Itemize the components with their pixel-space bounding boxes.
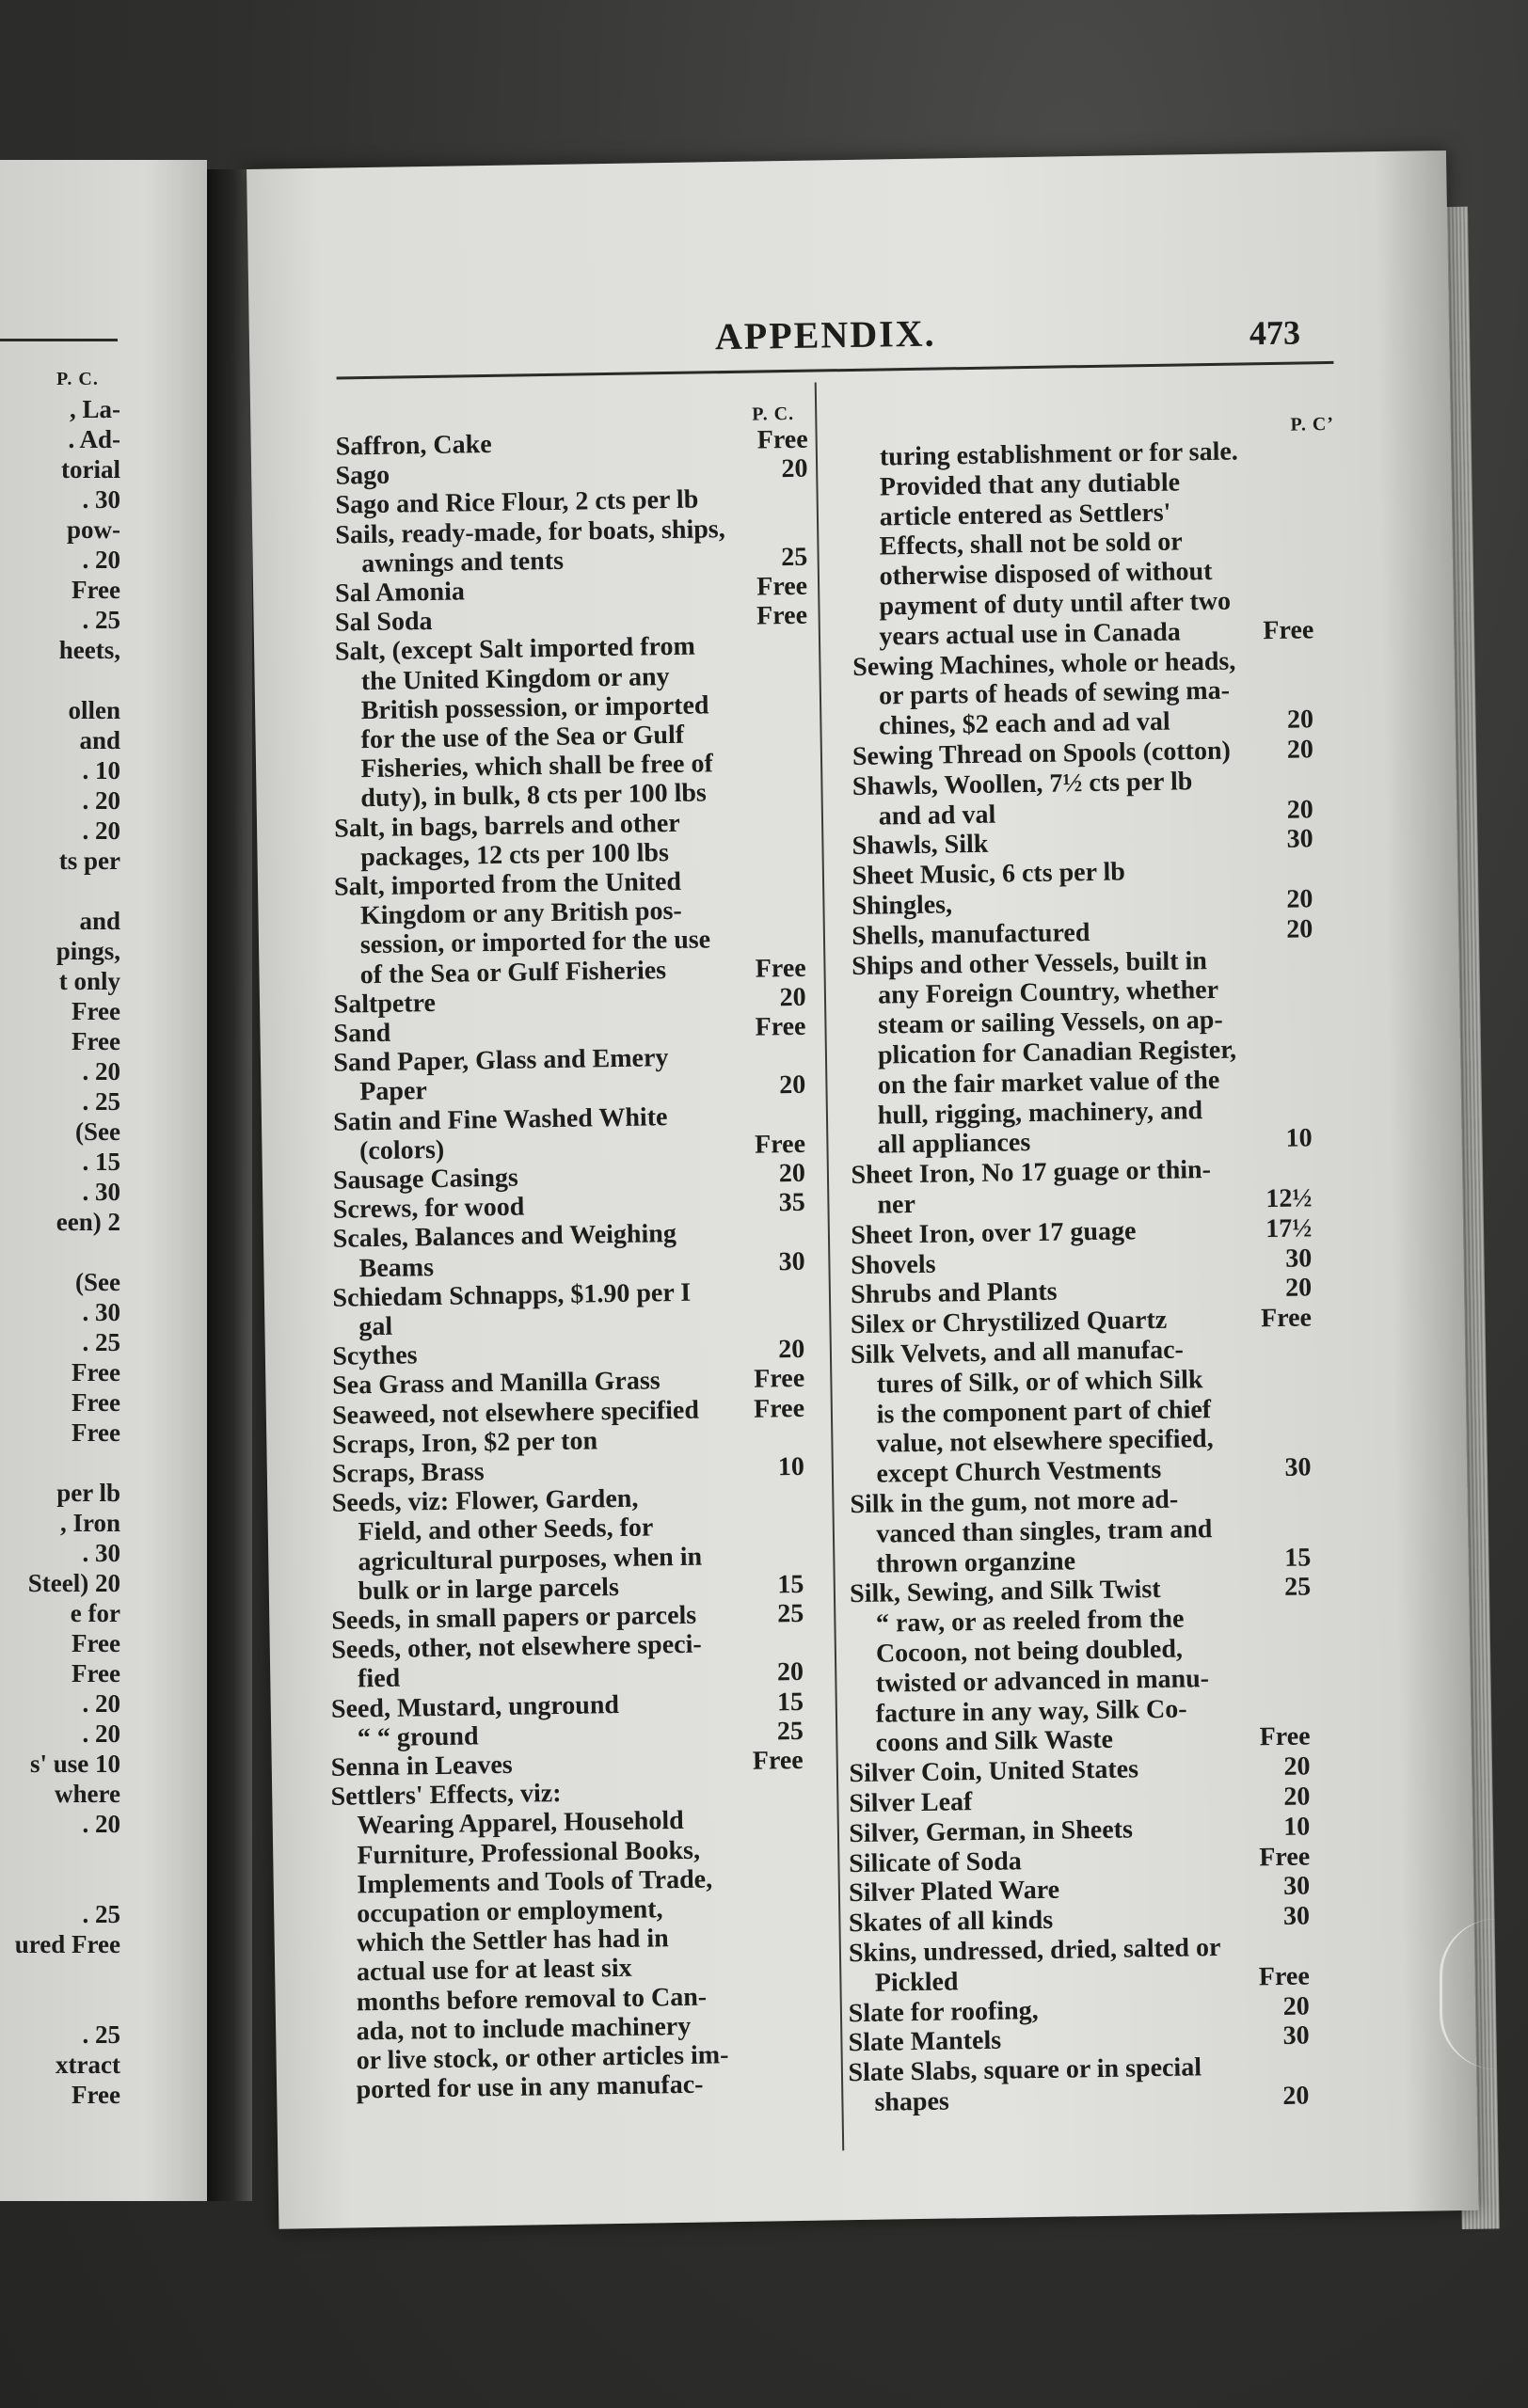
tariff-entry: of the Sea or Gulf Fisheries bbox=[359, 955, 667, 990]
tariff-entry: months before removal to Can- bbox=[356, 1982, 708, 2018]
tariff-rate: 20 bbox=[1283, 1782, 1311, 1812]
tariff-entry: Sheet Iron, over 17 guage bbox=[851, 1216, 1137, 1250]
tariff-rate: Free bbox=[755, 1011, 806, 1042]
tariff-entry: and ad val bbox=[878, 800, 996, 832]
tariff-entry: Sewing Machines, whole or heads, bbox=[852, 646, 1236, 682]
tariff-entry: Salt, (except Salt imported from bbox=[334, 631, 696, 667]
tariff-entry: article entered as Settlers' bbox=[879, 498, 1171, 532]
left-fragment-line: . 20 bbox=[82, 1719, 120, 1748]
tariff-rate: 20 bbox=[1283, 1751, 1311, 1782]
column-divider bbox=[815, 383, 845, 2151]
tariff-entry: (colors) bbox=[358, 1134, 445, 1166]
tariff-rate: 15 bbox=[777, 1569, 804, 1600]
tariff-entry: Sal Soda bbox=[334, 607, 433, 638]
tariff-entry: packages, 12 cts per 100 lbs bbox=[359, 837, 670, 872]
left-fragment-line: xtract bbox=[56, 2051, 120, 2079]
tariff-entry: payment of duty until after two bbox=[879, 586, 1232, 622]
tariff-entry: coons and Silk Waste bbox=[875, 1725, 1114, 1759]
tariff-entry: Seeds, other, not elsewhere speci- bbox=[330, 1629, 702, 1665]
book-spine bbox=[207, 169, 252, 2201]
tariff-entry: Beams bbox=[358, 1252, 435, 1283]
tariff-rate: 10 bbox=[777, 1451, 805, 1482]
tariff-rate: Free bbox=[1259, 1842, 1311, 1872]
page-header-title: APPENDIX. bbox=[714, 311, 936, 358]
left-column-head: P. C. bbox=[752, 403, 795, 425]
tariff-rate: 30 bbox=[1286, 824, 1313, 855]
header-rule bbox=[337, 361, 1334, 380]
tariff-rate: 30 bbox=[1282, 1871, 1311, 1902]
tariff-rate: Free bbox=[1263, 615, 1314, 645]
tariff-entry: actual use for at least six bbox=[356, 1954, 632, 1988]
left-fragment-line: torial bbox=[61, 455, 120, 483]
tariff-entry: fied bbox=[357, 1664, 401, 1694]
tariff-entry: which the Settler has had in bbox=[356, 1924, 669, 1958]
left-page-column-head: P. C. bbox=[56, 369, 99, 389]
tariff-entry: Slate for roofing, bbox=[848, 1995, 1039, 2028]
tariff-entry: facture in any way, Silk Co- bbox=[875, 1694, 1187, 1729]
left-fragment-line: . 30 bbox=[82, 1539, 120, 1567]
tariff-entry: hull, rigging, machinery, and bbox=[877, 1095, 1203, 1131]
tariff-entry: Pickled bbox=[874, 1967, 959, 1998]
tariff-rate: 20 bbox=[1286, 794, 1313, 825]
tariff-entry: Seeds, viz: Flower, Garden, bbox=[331, 1483, 639, 1518]
tariff-entry: bulk or in large parcels bbox=[358, 1572, 620, 1607]
left-fragment-line: pings, bbox=[56, 937, 120, 965]
tariff-entry: Ships and other Vessels, built in bbox=[852, 945, 1208, 981]
tariff-rate: 20 bbox=[1286, 705, 1314, 735]
tariff-entry: twisted or advanced in manu- bbox=[875, 1663, 1210, 1699]
tariff-entry: Sails, ready-made, for boats, ships, bbox=[335, 514, 725, 550]
tariff-entry: occupation or employment, bbox=[356, 1894, 663, 1929]
tariff-entry: Seed, Mustard, unground bbox=[330, 1689, 620, 1724]
left-fragment-line: ts per bbox=[58, 847, 120, 875]
tariff-entry: Silver, German, in Sheets bbox=[849, 1814, 1134, 1848]
tariff-entry: ner bbox=[877, 1189, 916, 1220]
tariff-entry: Sand Paper, Glass and Emery bbox=[333, 1043, 669, 1078]
tariff-entry: Silver Plated Ware bbox=[848, 1876, 1060, 1909]
tariff-rate: Free bbox=[756, 571, 808, 602]
left-fragment-line: Free bbox=[72, 2081, 120, 2109]
tariff-entry: agricultural purposes, when in bbox=[358, 1542, 703, 1576]
tariff-entry: Fisheries, which shall be free of bbox=[360, 749, 714, 784]
left-fragment-line: Free bbox=[72, 1418, 120, 1447]
tariff-entry: Skins, undressed, dried, salted or bbox=[848, 1932, 1221, 1969]
left-fragment-line: and bbox=[79, 726, 120, 754]
left-fragment-line: Free bbox=[72, 1629, 120, 1657]
tariff-entry: Provided that any dutiable bbox=[879, 467, 1181, 502]
tariff-entry: for the use of the Sea or Gulf bbox=[360, 720, 685, 755]
tariff-entry: Shawls, Woollen, 7½ cts per lb bbox=[852, 767, 1193, 801]
tariff-entry: Sal Amonia bbox=[334, 577, 466, 609]
tariff-entry: any Foreign Country, whether bbox=[877, 975, 1219, 1010]
tariff-entry: Silex or Chrystilized Quartz bbox=[850, 1305, 1168, 1340]
tariff-rate: 25 bbox=[776, 1716, 804, 1747]
tariff-rate: 20 bbox=[1286, 735, 1314, 765]
left-fragment-line: where bbox=[55, 1780, 120, 1808]
tariff-rate: 30 bbox=[778, 1246, 805, 1276]
tariff-rate: 20 bbox=[1282, 1991, 1310, 2021]
tariff-entry: Effects, shall not be sold or bbox=[879, 527, 1183, 562]
left-page-rule bbox=[0, 339, 118, 341]
tariff-rate: 20 bbox=[1286, 914, 1313, 944]
tariff-entry: Settlers' Effects, viz: bbox=[330, 1779, 562, 1813]
tariff-entry: Salt, in bags, barrels and other bbox=[334, 808, 680, 844]
tariff-rate: 20 bbox=[1282, 2081, 1310, 2111]
left-fragment-line: , La- bbox=[70, 395, 120, 423]
tariff-entry: Field, and other Seeds, for bbox=[358, 1513, 654, 1547]
left-fragment-line: pow- bbox=[66, 515, 120, 544]
tariff-entry: British possession, or imported bbox=[360, 690, 709, 725]
tariff-entry: Furniture, Professional Books, bbox=[357, 1835, 701, 1870]
tariff-entry: Saltpetre bbox=[333, 988, 437, 1020]
tariff-entry: Wearing Apparel, Household bbox=[357, 1806, 684, 1841]
left-fragment-line: s' use 10 bbox=[29, 1750, 120, 1778]
tariff-entry: Satin and Fine Washed White bbox=[332, 1101, 668, 1137]
tariff-entry: plication for Canadian Register, bbox=[877, 1035, 1237, 1070]
left-fragment-line: ollen bbox=[68, 696, 120, 724]
left-fragment-line: . 20 bbox=[82, 546, 120, 574]
tariff-entry: Shells, manufactured bbox=[852, 917, 1090, 951]
tariff-rate: 17½ bbox=[1265, 1213, 1313, 1244]
left-fragment-line: . 30 bbox=[82, 485, 120, 514]
tariff-entry: Sand bbox=[333, 1018, 391, 1049]
tariff-entry: Scraps, Iron, $2 per ton bbox=[331, 1426, 598, 1460]
tariff-entry: Silk, Sewing, and Silk Twist bbox=[849, 1575, 1161, 1609]
tariff-entry: ada, not to include machinery bbox=[356, 2011, 692, 2047]
left-fragment-line: Free bbox=[72, 576, 120, 604]
tariff-entry: Slate Mantels bbox=[848, 2026, 1002, 2058]
left-fragment-line: . 10 bbox=[82, 756, 120, 784]
left-fragment-line: . 20 bbox=[82, 1057, 120, 1085]
tariff-rate: Free bbox=[1258, 1961, 1311, 1992]
tariff-entry: on the fair market value of the bbox=[877, 1065, 1220, 1101]
page-number: 473 bbox=[1249, 313, 1301, 353]
tariff-entry: Senna in Leaves bbox=[330, 1750, 513, 1782]
left-fragment-line: . 30 bbox=[82, 1178, 120, 1206]
tariff-entry: shapes bbox=[874, 2086, 950, 2117]
tariff-entry: Sago and Rice Flour, 2 cts per lb bbox=[335, 484, 699, 520]
left-fragment-line: . 25 bbox=[82, 1328, 120, 1356]
tariff-entry: gal bbox=[358, 1311, 393, 1342]
left-fragment-line: Free bbox=[72, 1659, 120, 1687]
tariff-rate: 20 bbox=[778, 1158, 806, 1189]
tariff-rate: 25 bbox=[780, 542, 808, 572]
tariff-entry: Sheet Iron, No 17 guage or thin- bbox=[851, 1155, 1212, 1191]
tariff-rate: 20 bbox=[781, 453, 808, 484]
tariff-entry: Scythes bbox=[332, 1340, 418, 1371]
left-fragment-line: . 25 bbox=[82, 1900, 120, 1928]
tariff-entry: years actual use in Canada bbox=[879, 617, 1182, 652]
tariff-entry: Sea Grass and Manilla Grass bbox=[331, 1366, 661, 1402]
tariff-entry: Saffron, Cake bbox=[335, 429, 492, 462]
tariff-entry: vanced than singles, tram and bbox=[876, 1513, 1213, 1549]
tariff-entry: tures of Silk, or of which Silk bbox=[876, 1365, 1203, 1400]
tariff-rate: Free bbox=[1259, 1721, 1311, 1752]
right-column-head: P. C’ bbox=[1290, 413, 1335, 436]
tariff-rate: 30 bbox=[1282, 1901, 1311, 1932]
left-fragment-line: t only bbox=[58, 967, 120, 995]
tariff-entry: Seaweed, not elsewhere specified bbox=[331, 1395, 700, 1431]
tariff-rate: 20 bbox=[776, 1657, 804, 1687]
tariff-entry: Sewing Thread on Spools (cotton) bbox=[852, 736, 1232, 771]
tariff-entry: Slate Slabs, square or in special bbox=[848, 2052, 1202, 2088]
tariff-entry: the United Kingdom or any bbox=[360, 661, 670, 696]
tariff-rate: 20 bbox=[778, 1335, 805, 1365]
left-fragment-line: ured Free bbox=[14, 1930, 120, 1958]
tariff-entry: Silk Velvets, and all manufac- bbox=[850, 1335, 1185, 1370]
left-fragment-line: Free bbox=[72, 1027, 120, 1055]
tariff-entry: or live stock, or other articles im- bbox=[356, 2040, 729, 2076]
left-fragment-line: per lb bbox=[56, 1479, 120, 1507]
tariff-entry: Cocoon, not being doubled, bbox=[875, 1634, 1184, 1669]
tariff-rate: Free bbox=[754, 1129, 806, 1160]
tariff-entry: is the component part of chief bbox=[876, 1394, 1212, 1430]
left-fragment-line: . Ad- bbox=[68, 425, 120, 453]
left-fragment-line: and bbox=[79, 907, 120, 935]
appendix-page bbox=[247, 150, 1478, 2229]
left-fragment-line: Free bbox=[72, 1388, 120, 1417]
tariff-entry: turing establishment or for sale. bbox=[879, 436, 1239, 472]
tariff-entry: Paper bbox=[359, 1076, 428, 1107]
tariff-entry: Silk in the gum, not more ad- bbox=[850, 1484, 1179, 1520]
tariff-rate: 10 bbox=[1285, 1123, 1313, 1154]
left-fragment-line: . 25 bbox=[82, 606, 120, 634]
tariff-entry: Shawls, Silk bbox=[852, 830, 989, 862]
tariff-rate: 15 bbox=[1283, 1543, 1312, 1573]
left-fragment-line: Free bbox=[72, 1358, 120, 1386]
tariff-entry: Salt, imported from the United bbox=[333, 866, 682, 902]
left-fragment-line: Steel) 20 bbox=[27, 1569, 120, 1597]
tariff-rate: 20 bbox=[1284, 1273, 1313, 1304]
tariff-entry: Schiedam Schnapps, $1.90 per I bbox=[332, 1277, 692, 1313]
tariff-entry: Shingles, bbox=[852, 890, 953, 922]
tariff-entry: Shrubs and Plants bbox=[850, 1277, 1058, 1310]
tariff-entry: awnings and tents bbox=[361, 546, 565, 578]
left-fragment-line: heets, bbox=[58, 636, 120, 664]
tariff-entry: except Church Vestments bbox=[876, 1455, 1162, 1489]
tariff-entry: Scales, Balances and Weighing bbox=[332, 1219, 677, 1255]
left-fragment-line: (See bbox=[75, 1268, 120, 1296]
tariff-entry: Shovels bbox=[851, 1249, 936, 1280]
tariff-entry: ported for use in any manufac- bbox=[356, 2069, 704, 2105]
tariff-rate: 15 bbox=[776, 1687, 804, 1717]
left-fragment-line: (See bbox=[75, 1117, 120, 1146]
tariff-entry: all appliances bbox=[877, 1128, 1031, 1160]
left-fragment-line: . 15 bbox=[82, 1148, 120, 1176]
tariff-entry: value, not elsewhere specified, bbox=[876, 1424, 1214, 1460]
tariff-rate: 30 bbox=[1284, 1243, 1313, 1274]
left-page-fragment bbox=[0, 160, 207, 2201]
left-fragment-line: . 30 bbox=[82, 1298, 120, 1326]
tariff-rate: 25 bbox=[1283, 1572, 1312, 1603]
tariff-entry: “ raw, or as reeled from the bbox=[875, 1604, 1185, 1639]
tariff-rate: Free bbox=[756, 600, 808, 631]
tariff-rate: Free bbox=[755, 953, 806, 984]
tariff-entry: session, or imported for the use bbox=[359, 925, 711, 960]
tariff-entry: Silver Leaf bbox=[849, 1787, 973, 1819]
tariff-entry: steam or sailing Vessels, on ap- bbox=[877, 1006, 1223, 1040]
tariff-entry: Kingdom or any British pos- bbox=[359, 896, 682, 931]
tariff-entry: Scraps, Brass bbox=[331, 1457, 485, 1489]
tariff-rate: 12½ bbox=[1265, 1183, 1313, 1214]
left-fragment-line: e for bbox=[70, 1599, 120, 1627]
left-fragment-line: , Iron bbox=[59, 1509, 120, 1537]
tariff-entry: otherwise disposed of without bbox=[879, 557, 1213, 592]
tariff-entry: Skates of all kinds bbox=[848, 1905, 1054, 1939]
tariff-rate: 35 bbox=[778, 1188, 806, 1218]
tariff-entry: “ “ ground bbox=[357, 1721, 479, 1753]
tariff-entry: Sausage Casings bbox=[332, 1163, 519, 1196]
tariff-entry: Implements and Tools of Trade, bbox=[357, 1864, 713, 1900]
left-fragment-line: een) 2 bbox=[56, 1208, 120, 1236]
tariff-entry: or parts of heads of sewing ma- bbox=[878, 676, 1231, 711]
tariff-entry: duty), in bulk, 8 cts per 100 lbs bbox=[360, 778, 708, 814]
tariff-rate: 20 bbox=[779, 1070, 806, 1101]
left-fragment-line: Free bbox=[72, 997, 120, 1025]
tariff-entry: Silver Coin, United States bbox=[849, 1754, 1139, 1789]
tariff-rate: Free bbox=[753, 1393, 805, 1424]
tariff-entry: Sheet Music, 6 cts per lb bbox=[852, 857, 1126, 892]
tariff-rate: Free bbox=[752, 1745, 804, 1776]
tariff-rate: Free bbox=[756, 424, 808, 455]
left-fragment-line: . 20 bbox=[82, 786, 120, 815]
tariff-rate: 20 bbox=[779, 982, 806, 1013]
left-fragment-line: . 25 bbox=[82, 1087, 120, 1116]
left-fragment-line: . 25 bbox=[82, 2020, 120, 2049]
tariff-rate: Free bbox=[1260, 1303, 1313, 1334]
tariff-entry: Silicate of Soda bbox=[849, 1846, 1023, 1878]
tariff-rate: 30 bbox=[1282, 2020, 1310, 2052]
tariff-entry: Seeds, in small papers or parcels bbox=[331, 1600, 697, 1636]
left-fragment-line: . 20 bbox=[82, 1810, 120, 1838]
tariff-rate: 20 bbox=[1286, 884, 1313, 914]
left-fragment-line: . 20 bbox=[82, 816, 120, 845]
left-fragment-line: . 20 bbox=[82, 1689, 120, 1718]
tariff-rate: 25 bbox=[777, 1598, 804, 1629]
tariff-entry: Sago bbox=[335, 460, 390, 491]
tariff-entry: thrown organzine bbox=[876, 1545, 1076, 1579]
tariff-entry: Screws, for wood bbox=[332, 1192, 525, 1225]
tariff-rate: 10 bbox=[1283, 1812, 1311, 1842]
tariff-rate: 30 bbox=[1284, 1452, 1312, 1483]
tariff-rate: Free bbox=[754, 1364, 805, 1395]
tariff-entry: chines, $2 each and ad val bbox=[878, 706, 1170, 741]
